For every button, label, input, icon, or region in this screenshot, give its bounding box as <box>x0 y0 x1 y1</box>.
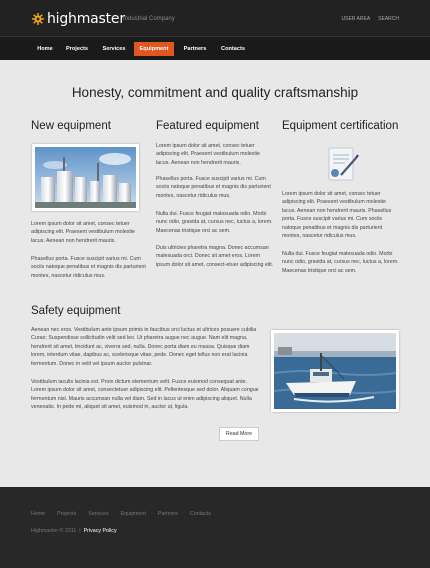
header <box>0 0 430 36</box>
utility-links <box>342 16 399 22</box>
footer-link-projects[interactable]: Projects <box>57 511 77 517</box>
certification-title: Equipment certification <box>282 120 399 132</box>
copyright-text: Highmaster © 2011 <box>31 528 77 534</box>
certification-text-1: Lorem ipsum dolor sit amet, consec tetuer adipiscing elit. Praesent vestibulum molestie lacus. Aenean non hendrerit mauris. Phasellus porta. Fusce suscipit varius mi. Cum sociis natoque penatibus et magnis dis parturient montes, nascetur ridiculus mus. <box>282 191 392 240</box>
privacy-policy-link[interactable]: Privacy Policy <box>83 528 117 534</box>
featured-item-1: Lorem ipsum dolor sit amet, consec tetuer adipiscing elit. Praesent vestibulum molestie lacus. Aenean non hendrerit mauris. <box>156 143 260 166</box>
tagline: Industrial Company <box>123 16 175 22</box>
featured-item-4: Duis ultricies pharetra magna. Donec accumsan malesuada orci. Donec sit amet eros. Lorem ipsum dolor sit amet, consect-etuer adipiscing elit. <box>156 245 274 268</box>
footer-link-partners[interactable]: Partners <box>157 511 178 517</box>
footer-link-equipment[interactable]: Equipment <box>120 511 146 517</box>
search-link[interactable]: SEARCH <box>378 16 399 22</box>
safety-text-2: Vestibulum iaculis lacinia est. Proin dictum elementum velit. Fusce euismod consequat ante. Lorem ipsum dolor sit amet, consectetuer adipiscing elit. Pellentesque sed dolor. Aliquam congue fermentum nisl. Mauris accumsan nulla vel diam. Sed in lacus ut enim adipiscing aliquet. Nulla venenatis. In pede mi, aliquet sit amet, euismod in, auctor ut, ligula. <box>31 379 259 411</box>
certification-text-2: Nulla dui. Fusce feugiat malesuada odio. Morbi nunc odio, gravida at, cursus nec, luctus a, lorem. Maecenas tristique orci ac sem. <box>282 251 399 274</box>
featured-item-3: Nulla dui. Fusce feugiat malesuada odio. Morbi nunc odio, gravida at, cursus nec, luctus a, lorem. Maecenas tristique orci ac sem. <box>156 211 273 234</box>
new-equipment-title: New equipment <box>31 120 111 132</box>
refinery-icon <box>35 147 136 208</box>
main-content <box>0 60 430 487</box>
featured-equipment-title: Featured equipment <box>156 120 259 132</box>
user-area-link[interactable]: USER AREA <box>341 16 371 22</box>
certificate-icon <box>323 144 359 184</box>
nav-projects[interactable]: Projects <box>65 46 89 52</box>
featured-item-2: Phasellus porta. Fusce suscipit varius mi. Cum sociis natoque penatibus et magnis dis parturient montes, nascetur ridiculus mus. <box>156 176 271 199</box>
new-equipment-text-2: Phasellus porta. Fusce suscipit varius mi. Cum sociis natoque penatibus et magnis dis parturient montes, nascetur ridiculus mus. <box>31 256 146 279</box>
safety-equipment-title: Safety equipment <box>31 305 121 317</box>
boat-image <box>271 330 399 412</box>
nav-equipment[interactable]: Equipment <box>134 42 174 56</box>
nav-services[interactable]: Services <box>102 46 126 52</box>
gear-icon <box>32 13 44 25</box>
nav-home[interactable]: Home <box>37 46 53 52</box>
nav-partners[interactable]: Partners <box>183 46 207 52</box>
nav-contacts[interactable]: Contacts <box>221 46 245 52</box>
refinery-image <box>32 144 139 211</box>
slogan: Honesty, commitment and quality craftsmanship <box>71 85 359 100</box>
new-equipment-text-1: Lorem ipsum dolor sit amet, consec tetuer adipiscing elit. Praesent vestibulum molestie lacus. Aenean non hendrerit mauris. <box>31 221 135 244</box>
footer-link-contacts[interactable]: Contacts <box>189 511 211 517</box>
logo-name: highmaster <box>47 11 125 27</box>
copyright: Highmaster © 2011 | Privacy Policy <box>31 528 117 534</box>
logo[interactable] <box>32 11 125 27</box>
footer-links <box>31 511 211 517</box>
read-more-button[interactable]: Read More <box>219 427 259 441</box>
safety-text-1: Aenean nec eros. Vestibulum ante ipsum primis in faucibus orci luctus et ultrices posuere cubilia Curae; Suspendisse sollicitudin velit sed leo. Ut pharetra augue nec augue. Nam elit magna, hendrerit sit amet, tincidunt ac, viverra sed, nulla. Donec porta diam eu massa. Quisque diam lorem, interdum vitae, dapibus ac, scelerisque vitae, pede. Donec eget tellus non erat lacinia fermentum. Donec in velit vel ipsum auctor pulvinar. <box>31 327 257 367</box>
footer-link-services[interactable]: Services <box>88 511 109 517</box>
footer <box>0 487 430 568</box>
fishing-boat-icon <box>274 333 396 409</box>
main-nav <box>0 36 430 60</box>
footer-link-home[interactable]: Home <box>31 511 46 517</box>
